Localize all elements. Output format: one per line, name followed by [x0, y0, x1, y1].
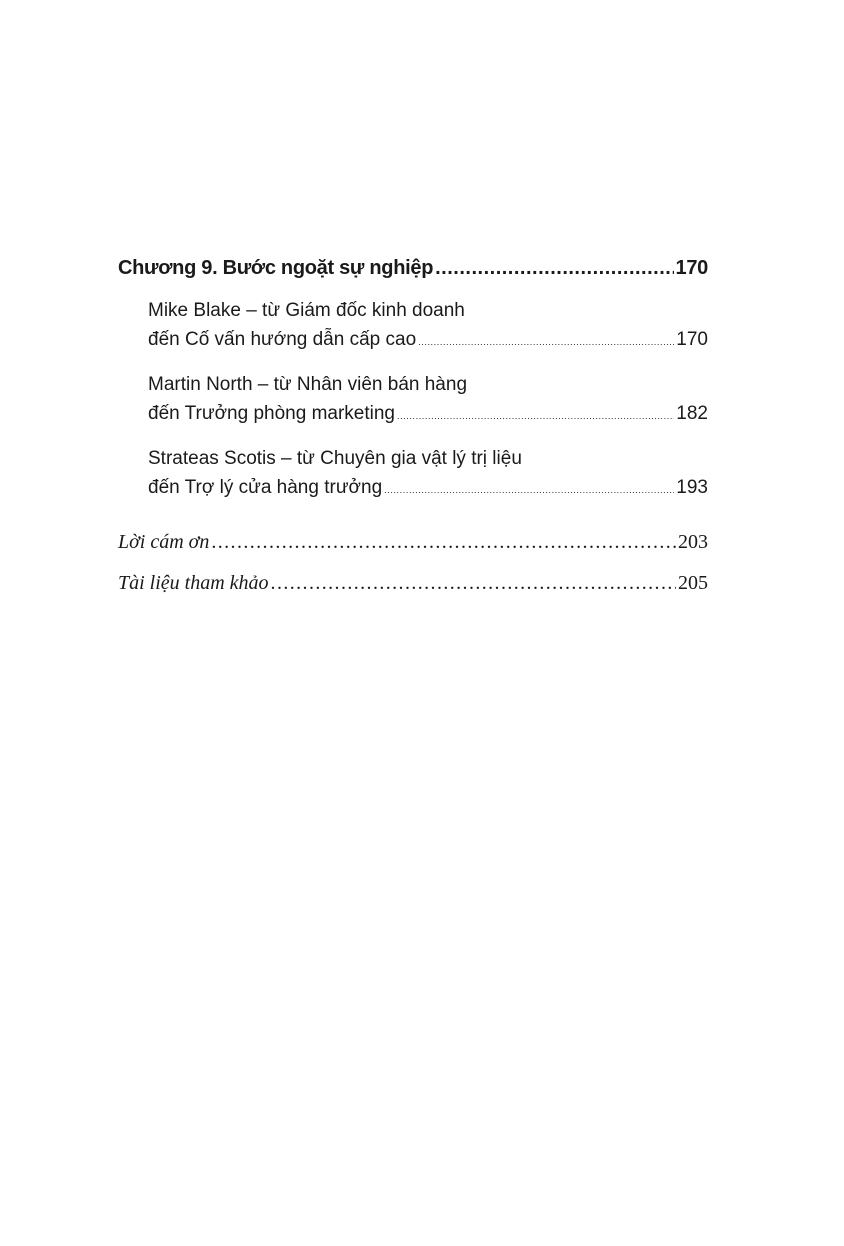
section-title-line2: đến Trợ lý cửa hàng trưởng	[148, 477, 383, 498]
toc-section-entry	[118, 441, 708, 513]
section-page-number: 193	[676, 477, 708, 498]
back-matter-title: Tài liệu tham khảo	[118, 572, 269, 594]
dot-leader	[435, 257, 673, 280]
chapter-page-number: 170	[675, 257, 708, 279]
dot-leader	[384, 485, 674, 495]
section-title-line1: Martin North – từ Nhân viên bán hàng	[148, 374, 468, 395]
toc-section-entry	[118, 293, 708, 365]
section-page-number: 182	[676, 403, 708, 424]
dot-leader	[271, 572, 676, 595]
back-matter-title: Lời cám ơn	[118, 531, 210, 553]
dot-leader	[397, 411, 674, 421]
dot-leader	[211, 531, 676, 554]
section-title-line1: Mike Blake – từ Giám đốc kinh doanh	[148, 300, 465, 321]
section-title-line1: Strateas Scotis – từ Chuyên gia vật lý trị liệu	[148, 448, 522, 469]
toc-chapter-entry	[118, 257, 708, 293]
toc-section-entry	[118, 367, 708, 439]
back-matter-page-number: 203	[678, 531, 708, 553]
section-title-line2: đến Trưởng phòng marketing	[148, 403, 395, 424]
dot-leader	[418, 337, 674, 347]
table-of-contents	[118, 257, 708, 613]
back-matter-page-number: 205	[678, 572, 708, 594]
toc-back-matter-entry	[118, 572, 708, 613]
section-title-line2: đến Cố vấn hướng dẫn cấp cao	[148, 329, 417, 350]
toc-back-matter-entry	[118, 531, 708, 572]
section-page-number: 170	[676, 329, 708, 350]
chapter-title: Chương 9. Bước ngoặt sự nghiệp	[118, 257, 434, 279]
